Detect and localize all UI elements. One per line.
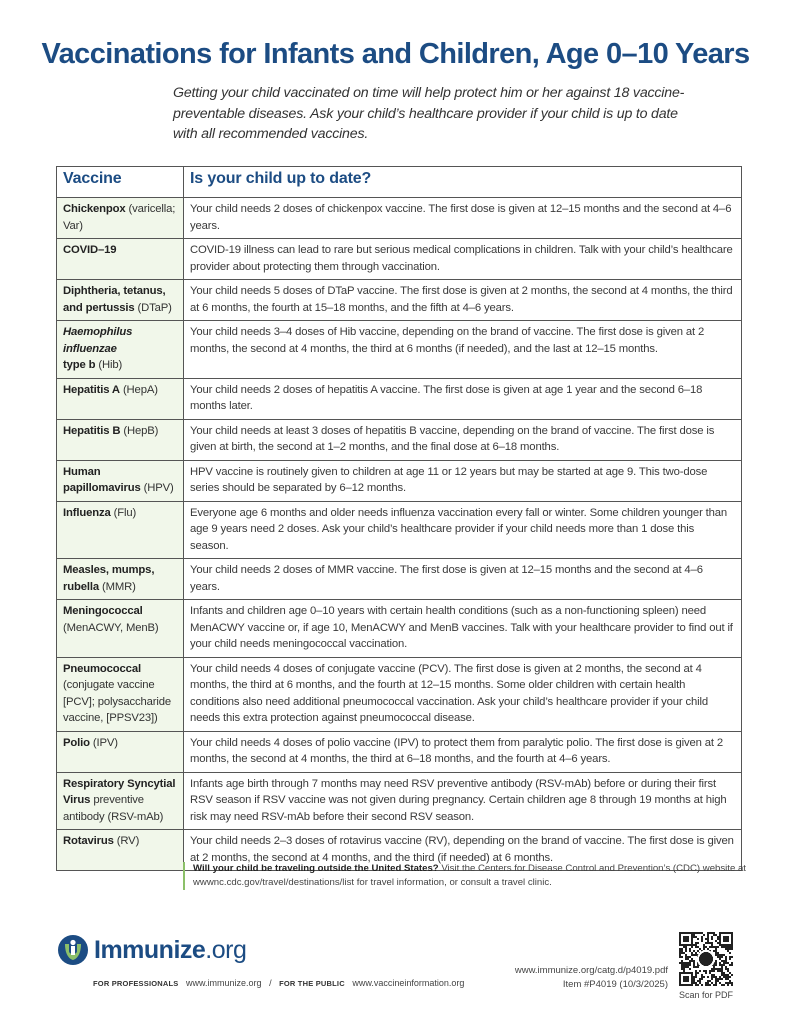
- vaccine-name-cell: [57, 378, 184, 419]
- vaccine-description: Your child needs 2–3 doses of rotavirus vaccine (RV), depending on the brand of vaccine. The first dose is given at 2 months, the second at 4 months, and the third (if needed) at 6 months.: [184, 830, 742, 871]
- vaccine-name-cell: [57, 460, 184, 501]
- logo-text-main: Immunize: [94, 935, 206, 964]
- vaccine-name: Influenza: [63, 506, 111, 519]
- immunize-logo: [58, 935, 246, 965]
- vaccine-name: Respiratory Syncytial Virus: [63, 777, 176, 806]
- qr-code-icon[interactable]: [679, 932, 733, 986]
- table-row: [57, 501, 742, 559]
- vaccine-description: Your child needs 5 doses of DTaP vaccine. The first dose is given at 2 months, the second at 4 months, the third at 6 months, the fourth at 15–18 months, and the fifth at 4–6 years.: [184, 280, 742, 321]
- vaccine-name-cell: [57, 321, 184, 379]
- vaccine-name: Diphtheria, tetanus, and pertussis: [63, 285, 166, 314]
- vaccine-name: type b: [63, 359, 96, 371]
- vaccine-name: COVID–19: [63, 244, 117, 256]
- vaccine-description: Your child needs at least 3 doses of hepatitis B vaccine, depending on the brand of vaccine. The first dose is given at birth, the second at 1–2 months, and the final dose at 6–18 months.: [184, 419, 742, 460]
- vaccine-description: Everyone age 6 months and older needs influenza vaccination every fall or winter. Some children younger than age 9 years need 2 doses. Ask your child’s healthcare provider if your child needs more than 1 dose this season.: [184, 501, 742, 559]
- table-row: [57, 280, 742, 321]
- table-row: [57, 600, 742, 658]
- vaccine-table: [56, 166, 742, 871]
- vaccine-name-cell: [57, 559, 184, 600]
- vaccine-abbreviation: (varicella; Var): [63, 203, 176, 232]
- immunize-logo-icon: [58, 935, 88, 965]
- table-row: [57, 419, 742, 460]
- travel-note: [183, 862, 753, 890]
- table-header-row: [57, 167, 742, 198]
- vaccine-name-cell: [57, 731, 184, 772]
- column-header-status: Is your child up to date?: [184, 167, 742, 198]
- table-row: [57, 559, 742, 600]
- vaccine-abbreviation: (MenACWY, MenB): [63, 621, 159, 634]
- vaccine-description: HPV vaccine is routinely given to children at age 11 or 12 years but may be started at age 9. This two-dose series should be separated by 6–12 months.: [184, 460, 742, 501]
- footer-separator: /: [269, 978, 272, 988]
- vaccine-name: Polio: [63, 736, 90, 749]
- vaccine-name-cell: [57, 239, 184, 280]
- vaccine-name: Pneumococcal: [63, 662, 141, 675]
- table-row: [57, 460, 742, 501]
- vaccine-name-cell: [57, 772, 184, 830]
- vaccine-abbreviation: (HepB): [123, 424, 159, 437]
- vaccine-description: Your child needs 2 doses of hepatitis A vaccine. The first dose is given at age 1 year and the second 6–18 months later.: [184, 378, 742, 419]
- vaccine-name: Human papillomavirus: [63, 465, 141, 494]
- vaccine-description: Your child needs 2 doses of chickenpox vaccine. The first dose is given at 12–15 months and the second at 4–6 years.: [184, 198, 742, 239]
- intro-text: Getting your child vaccinated on time will help protect him or her against 18 vaccine-preventable diseases. Ask your child’s healthcare provider if your child is up to date with all recommended vaccines.: [173, 85, 685, 142]
- table-body: [57, 198, 742, 871]
- vaccine-description: Your child needs 2 doses of MMR vaccine. The first dose is given at 12–15 months and the second at 4–6 years.: [184, 559, 742, 600]
- column-header-vaccine: Vaccine: [57, 167, 184, 198]
- vaccine-name: Measles, mumps, rubella: [63, 564, 155, 593]
- vaccine-name: Rotavirus: [63, 835, 114, 847]
- vaccine-name-cell: [57, 501, 184, 559]
- table-row: [57, 239, 742, 280]
- table-row: [57, 731, 742, 772]
- vaccine-abbreviation: preventive antibody (RSV-mAb): [63, 794, 164, 823]
- travel-question: Will your child be traveling outside the United States?: [193, 863, 439, 874]
- vaccine-description: Infants age birth through 7 months may need RSV preventive antibody (RSV-mAb) before or during their first RSV season if RSV vaccine was not given during pregnancy. Certain children age 8 through 19 months at high risk may need RSV-mAb before their second RSV season.: [184, 772, 742, 830]
- vaccine-name: Hepatitis A: [63, 383, 120, 396]
- vaccine-description: Infants and children age 0–10 years with certain health conditions (such as a non-functioning spleen) need MenACWY vaccine or, if age 10, MenACWY and MenB vaccines. Talk with your healthcare provider to find out if your child needs meningococcal vaccination.: [184, 600, 742, 658]
- pdf-link[interactable]: www.immunize.org/catg.d/p4019.pdf: [514, 965, 668, 976]
- vaccine-name-cell: [57, 419, 184, 460]
- footer-links: [93, 978, 469, 988]
- vaccine-abbreviation: (DTaP): [137, 301, 172, 314]
- vaccine-description: Your child needs 3–4 doses of Hib vaccine, depending on the brand of vaccine. The first dose is given at 2 months, the second at 4 months, the third at 6 months (if needed), and the last at 12–15 months.: [184, 321, 742, 379]
- vaccine-abbreviation: (Flu): [113, 506, 137, 519]
- vaccine-name: Meningococcal: [63, 605, 143, 617]
- professionals-label: FOR PROFESSIONALS: [93, 979, 179, 988]
- vaccine-abbreviation: (HepA): [122, 383, 158, 396]
- vaccine-name-cell: [57, 657, 184, 731]
- vaccine-name: Chickenpox: [63, 203, 126, 215]
- vaccine-name-italic: Haemophilus influenzae: [63, 326, 133, 355]
- vaccine-name-cell: [57, 198, 184, 239]
- vaccine-abbreviation: (RV): [116, 835, 140, 847]
- table-row: [57, 198, 742, 239]
- vaccine-name-cell: [57, 280, 184, 321]
- public-link[interactable]: www.vaccineinformation.org: [352, 978, 465, 988]
- table-row: [57, 378, 742, 419]
- vaccine-name-cell: [57, 600, 184, 658]
- table-row: [57, 321, 742, 379]
- vaccine-abbreviation: (IPV): [92, 736, 118, 749]
- travel-text: Visit the Centers for Disease Control and Prevention’s (CDC) website at wwwnc.cdc.gov/travel/destinations/list for travel information, or consult a travel clinic.: [193, 863, 746, 888]
- pdf-info: [515, 964, 668, 992]
- logo-text-suffix: .org: [205, 935, 247, 964]
- vaccine-abbreviation: (HPV): [143, 482, 174, 494]
- vaccine-name-cell: [57, 830, 184, 871]
- vaccine-abbreviation: (conjugate vaccine [PCV]; polysaccharide vaccine, [PPSV23]): [63, 679, 171, 724]
- page-title: Vaccinations for Infants and Children, Age 0–10 Years: [41, 38, 750, 70]
- vaccine-name: Hepatitis B: [63, 424, 121, 437]
- public-label: FOR THE PUBLIC: [279, 979, 345, 988]
- qr-caption: Scan for PDF: [678, 990, 734, 1000]
- table-row: [57, 657, 742, 731]
- vaccine-abbreviation: (MMR): [102, 580, 136, 593]
- professionals-link[interactable]: www.immunize.org: [186, 978, 262, 988]
- item-number: Item #P4019 (10/3/2025): [562, 979, 668, 990]
- table-row: [57, 772, 742, 830]
- vaccine-description: COVID-19 illness can lead to rare but serious medical complications in children. Talk with your child’s healthcare provider about protecting them through vaccination.: [184, 239, 742, 280]
- vaccine-description: Your child needs 4 doses of polio vaccine (IPV) to protect them from paralytic polio. The first dose is given at 2 months, the second at 4 months, the third at 6–18 months, and the fourth at 4–6 years.: [184, 731, 742, 772]
- vaccine-description: Your child needs 4 doses of conjugate vaccine (PCV). The first dose is given at 2 months, the second at 4 months, the third at 6 months, and the fourth at 12–15 months. Some older children with certain health conditions also need additional pneumococcal vaccination. Ask your child’s healthcare provider if your child needs this extra protection against pneumococcal disease.: [184, 657, 742, 731]
- vaccine-abbreviation: (Hib): [98, 359, 123, 371]
